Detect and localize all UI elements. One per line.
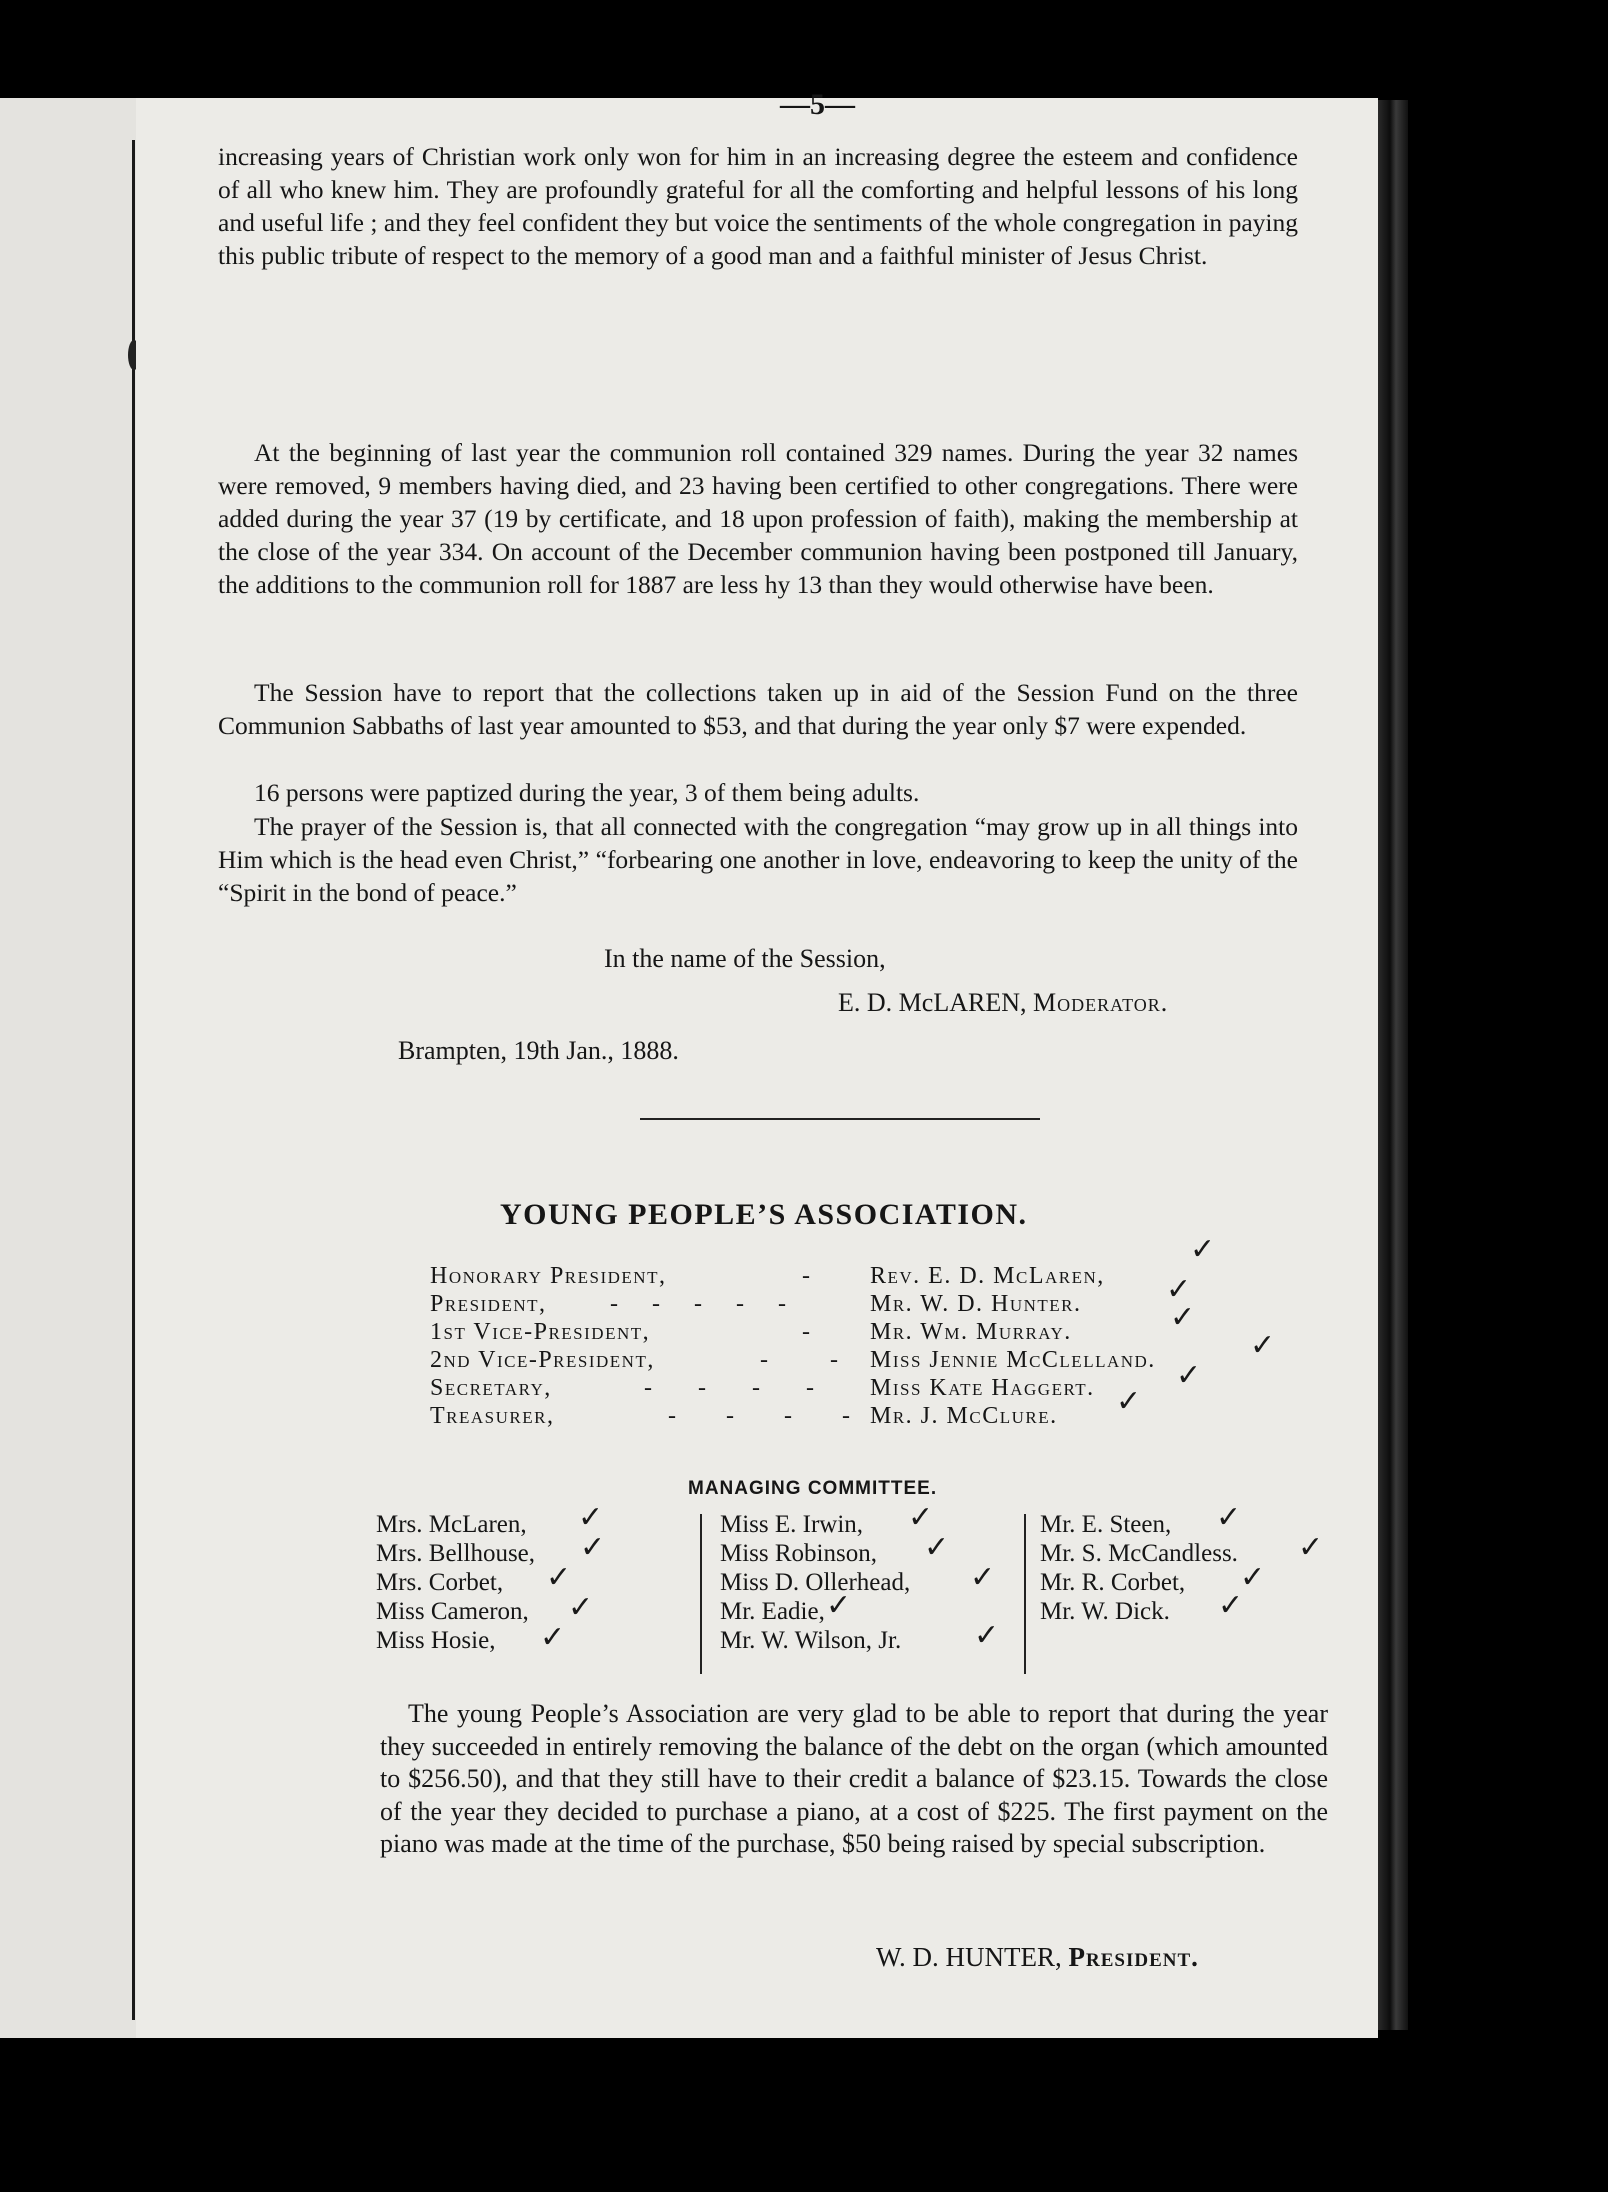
- president-signature: [876, 1942, 1199, 1973]
- president-name: W. D. HUNTER,: [876, 1942, 1062, 1972]
- check-mark-icon: ✓: [580, 1530, 606, 1565]
- paragraph-prayer: The prayer of the Session is, that all connected with the congregation “may grow up in all things into Him which is the head even Christ,” “forbearing one another in love, endeavoring to keep the unity of the “Spirit in the bond of peace.”: [218, 812, 1298, 907]
- committee-member: Miss D. Ollerhead,: [720, 1569, 911, 1596]
- committee-column-3: [1040, 1510, 1238, 1626]
- moderator-name: E. D. McLAREN,: [838, 988, 1027, 1017]
- page-number: —5—: [780, 88, 855, 121]
- check-mark-icon: ✓: [546, 1560, 572, 1595]
- check-mark-icon: ✓: [924, 1530, 950, 1565]
- officer-name: Miss Jennie McClelland.: [870, 1347, 1156, 1373]
- committee-member: Miss Robinson,: [720, 1540, 877, 1567]
- moderator-signature: [838, 988, 1168, 1018]
- check-mark-icon: ✓: [1166, 1272, 1192, 1307]
- officer-row: [430, 1374, 1290, 1402]
- session-in-name: In the name of the Session,: [604, 944, 886, 973]
- committee-member: Mr. W. Wilson, Jr.: [720, 1627, 902, 1654]
- committee-member: Mr. S. McCandless.: [1040, 1540, 1238, 1567]
- officer-name: Mr. J. McClure.: [870, 1403, 1058, 1429]
- committee-member: Mrs. McLaren,: [376, 1511, 527, 1538]
- officer-name: Miss Kate Haggert.: [870, 1375, 1095, 1401]
- committee-member: Mr. Eadie,: [720, 1598, 825, 1625]
- officer-leader: -: [802, 1263, 812, 1289]
- committee-member: Miss E. Irwin,: [720, 1511, 864, 1538]
- paragraph-baptisms: 16 persons were paptized during the year, 3 of them being adults.: [254, 778, 920, 807]
- officer-leader: - - - - -: [610, 1291, 800, 1317]
- officer-leader: - - - -: [644, 1375, 834, 1401]
- paragraph-tribute: increasing years of Christian work only won for him in an increasing degree the esteem and confidence of all who knew him. They are profoundly grateful for all the comforting and helpful lessons of his long and useful life ; and they feel confident they but voice the sentiments of the whole congregation in paying this public tribute of respect to the memory of a good man and a faithful minister of Jesus Christ.: [218, 142, 1298, 270]
- check-mark-icon: ✓: [908, 1500, 934, 1535]
- check-mark-icon: ✓: [1250, 1328, 1276, 1363]
- managing-committee-heading: MANAGING COMMITTEE.: [688, 1478, 938, 1499]
- check-mark-icon: ✓: [970, 1560, 996, 1595]
- officer-title: 2nd Vice-President,: [430, 1347, 655, 1373]
- officer-title: 1st Vice-President,: [430, 1319, 651, 1345]
- committee-member: Mr. W. Dick.: [1040, 1598, 1170, 1625]
- committee-member: Mrs. Corbet,: [376, 1569, 504, 1596]
- officer-title: Treasurer,: [430, 1403, 555, 1429]
- check-mark-icon: ✓: [1218, 1588, 1244, 1623]
- paragraph-session-fund: The Session have to report that the collections taken up in aid of the Session Fund on the three Communion Sabbaths of last year amounted to $53, and that during the year only $7 were expended.: [218, 678, 1298, 740]
- committee-member: Mr. R. Corbet,: [1040, 1569, 1186, 1596]
- section-divider: [640, 1118, 1040, 1120]
- check-mark-icon: ✓: [1298, 1530, 1324, 1565]
- check-mark-icon: ✓: [1116, 1384, 1142, 1419]
- check-mark-icon: ✓: [540, 1620, 566, 1655]
- committee-member: Mr. E. Steen,: [1040, 1511, 1172, 1538]
- officer-row: [430, 1290, 1290, 1318]
- check-mark-icon: ✓: [826, 1588, 852, 1623]
- officer-title: Secretary,: [430, 1375, 552, 1401]
- check-mark-icon: ✓: [568, 1590, 594, 1625]
- moderator-title: Moderator.: [1032, 988, 1169, 1017]
- ypa-heading: YOUNG PEOPLE’S ASSOCIATION.: [500, 1198, 1028, 1231]
- officer-leader: -: [802, 1319, 812, 1345]
- officer-leader: - - - -: [668, 1403, 872, 1429]
- committee-member: Miss Hosie,: [376, 1627, 496, 1654]
- column-divider: [700, 1514, 702, 1674]
- officer-name: Rev. E. D. McLaren,: [870, 1263, 1105, 1289]
- check-mark-icon: ✓: [1216, 1500, 1242, 1535]
- officer-row: [430, 1402, 1290, 1430]
- place-date: Brampten, 19th Jan., 1888.: [398, 1036, 679, 1065]
- check-mark-icon: ✓: [1170, 1300, 1196, 1335]
- paragraph-communion-roll: At the beginning of last year the communion roll contained 329 names. During the year 32 names were removed, 9 members having died, and 23 having been certified to other congregations. There were added during the year 37 (19 by certificate, and 18 upon profession of faith), making the membership at the close of the year 334. On account of the December communion having been postponed till January, the additions to the communion roll for 1887 are less hy 13 than they would otherwise have been.: [218, 438, 1298, 599]
- committee-member: Mrs. Bellhouse,: [376, 1540, 536, 1567]
- check-mark-icon: ✓: [578, 1500, 604, 1535]
- officer-row: [430, 1318, 1290, 1346]
- check-mark-icon: ✓: [1190, 1232, 1216, 1267]
- officers-list: [430, 1262, 1290, 1430]
- officer-title: Honorary President,: [430, 1263, 667, 1289]
- column-divider: [1024, 1514, 1026, 1674]
- committee-member: Miss Cameron,: [376, 1598, 529, 1625]
- officer-name: Mr. W. D. Hunter.: [870, 1291, 1082, 1317]
- check-mark-icon: ✓: [974, 1618, 1000, 1653]
- check-mark-icon: ✓: [1176, 1358, 1202, 1393]
- committee-column-2: [720, 1510, 910, 1655]
- officer-row: [430, 1346, 1290, 1374]
- check-mark-icon: ✓: [1240, 1560, 1266, 1595]
- officer-title: President,: [430, 1291, 547, 1317]
- paragraph-ypa-report: The young People’s Association are very glad to be able to report that during the year they succeeded in entirely removing the balance of the debt on the organ (which amounted to $256.50), and that they still have to their credit a balance of $23.15. Towards the close of the year they decided to purchase a piano, at a cost of $225. The first payment on the piano was made at the time of the purchase, $50 being raised by special subscription.: [380, 1699, 1328, 1858]
- president-title: President.: [1068, 1942, 1199, 1972]
- officer-row: [430, 1262, 1290, 1290]
- officer-name: Mr. Wm. Murray.: [870, 1319, 1072, 1345]
- officer-leader: - -: [760, 1347, 866, 1373]
- committee-column-1: [376, 1510, 535, 1655]
